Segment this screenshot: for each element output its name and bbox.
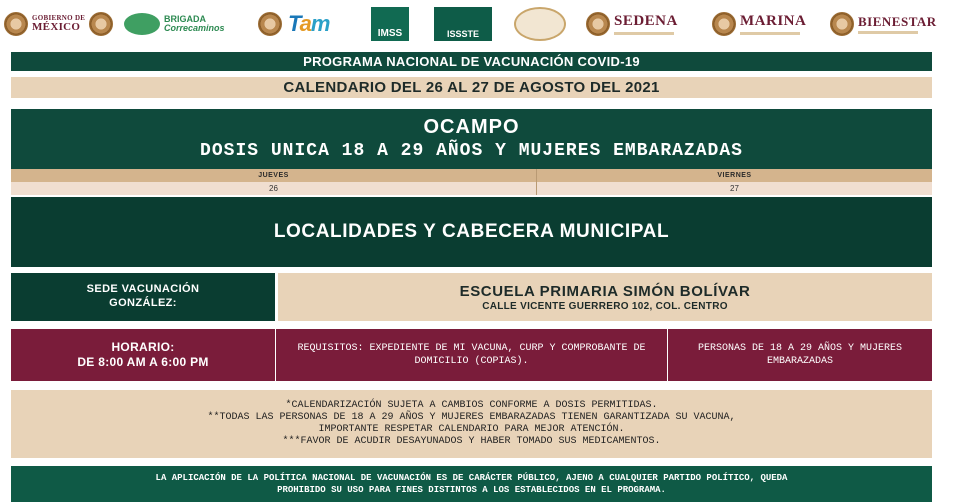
- gobierno-seal-icon: [4, 12, 28, 36]
- gobierno-line1: GOBIERNO DE: [32, 14, 86, 22]
- dose-description: DOSIS UNICA 18 A 29 AÑOS Y MUJERES EMBARAZADAS: [200, 140, 743, 161]
- venue-label: [11, 273, 275, 321]
- marina-label: MARINA: [740, 12, 807, 29]
- issste-label: ISSSTE: [434, 7, 492, 41]
- school-name: ESCUELA PRIMARIA SIMÓN BOLÍVAR: [459, 282, 751, 300]
- brigada-correcaminos-logo: [124, 6, 225, 42]
- tam-wordmark: Tam: [288, 11, 330, 36]
- brigada-line1: BRIGADA: [164, 13, 206, 24]
- imss-label: IMSS: [371, 7, 409, 41]
- calendar-title: CALENDARIO DEL 26 AL 27 DE AGOSTO DEL 2021: [11, 77, 932, 98]
- days-row: [11, 169, 932, 195]
- eagle-icon: [514, 7, 566, 41]
- legal-line: PROHIBIDO SU USO PARA FINES DISTINTOS A LOS ESTABLECIDOS EN EL PROGRAMA.: [277, 485, 666, 495]
- note-line: IMPORTANTE RESPETAR CALENDARIO PARA MEJOR ATENCIÓN.: [318, 424, 625, 435]
- day-date: 27: [537, 182, 932, 195]
- roadrunner-icon: [124, 13, 160, 35]
- schedule-label: HORARIO:: [111, 340, 175, 354]
- legal-line: LA APLICACIÓN DE LA POLÍTICA NACIONAL DE VACUNACIÓN ES DE CARÁCTER PÚBLICO, AJENO A CUALQUIER PARTIDO POLÍTICO, QUEDA: [155, 472, 788, 483]
- venue-details: [278, 273, 932, 321]
- bienestar-logo: [830, 6, 937, 42]
- sedena-label: SEDENA: [614, 12, 678, 29]
- localities-banner: LOCALIDADES Y CABECERA MUNICIPAL: [11, 197, 932, 267]
- brigada-line2: Correcaminos: [164, 23, 225, 33]
- logo-header: [0, 0, 960, 46]
- marina-seal-icon: [712, 12, 736, 36]
- audience-box: PERSONAS DE 18 A 29 AÑOS Y MUJERES EMBARAZADAS: [668, 329, 932, 381]
- note-line: ***FAVOR DE ACUDIR DESAYUNADOS Y HABER TOMADO SUS MEDICAMENTOS.: [282, 436, 661, 447]
- day-cell-thursday: [11, 169, 537, 195]
- venue-label-line1: SEDE VACUNACIÓN: [86, 283, 200, 296]
- day-date: 26: [11, 182, 536, 195]
- sedena-logo: [586, 6, 678, 42]
- note-line: **TODAS LAS PERSONAS DE 18 A 29 AÑOS Y MUJERES EMBARAZADAS TIENEN GARANTIZADA SU VACUNA,: [207, 412, 736, 423]
- program-title: PROGRAMA NACIONAL DE VACUNACIÓN COVID-19: [11, 52, 932, 71]
- note-line: *CALENDARIZACIÓN SUJETA A CAMBIOS CONFORME A DOSIS PERMITIDAS.: [285, 400, 658, 411]
- municipality-name: OCAMPO: [423, 115, 520, 138]
- gobierno-line2: MÉXICO: [32, 21, 81, 33]
- location-banner: [11, 109, 932, 169]
- eagle-emblem-logo: [514, 6, 566, 42]
- day-name: VIERNES: [537, 169, 932, 182]
- tamaulipas-seal-icon: [258, 12, 282, 36]
- requirements-box: REQUISITOS: EXPEDIENTE DE MI VACUNA, CURP Y COMPROBANTE DE DOMICILIO (COPIAS).: [276, 329, 667, 381]
- venue-label-line2: GONZÁLEZ:: [109, 297, 177, 309]
- issste-logo: [434, 6, 492, 42]
- marina-logo: [712, 6, 806, 42]
- legal-disclaimer: [11, 466, 932, 502]
- school-address: CALLE VICENTE GUERRERO 102, COL. CENTRO: [482, 300, 728, 312]
- tamaulipas-logo: [258, 6, 329, 42]
- day-name: JUEVES: [11, 169, 536, 182]
- day-cell-friday: [537, 169, 932, 195]
- coat-of-arms-icon: [89, 12, 113, 36]
- schedule-hours: DE 8:00 AM A 6:00 PM: [77, 355, 209, 369]
- schedule-box: [11, 329, 275, 381]
- bienestar-label: BIENESTAR: [858, 13, 937, 29]
- sedena-seal-icon: [586, 12, 610, 36]
- gobierno-mexico-logo: [4, 6, 113, 42]
- bienestar-seal-icon: [830, 12, 854, 36]
- notes-box: [11, 390, 932, 458]
- imss-logo: [371, 6, 409, 42]
